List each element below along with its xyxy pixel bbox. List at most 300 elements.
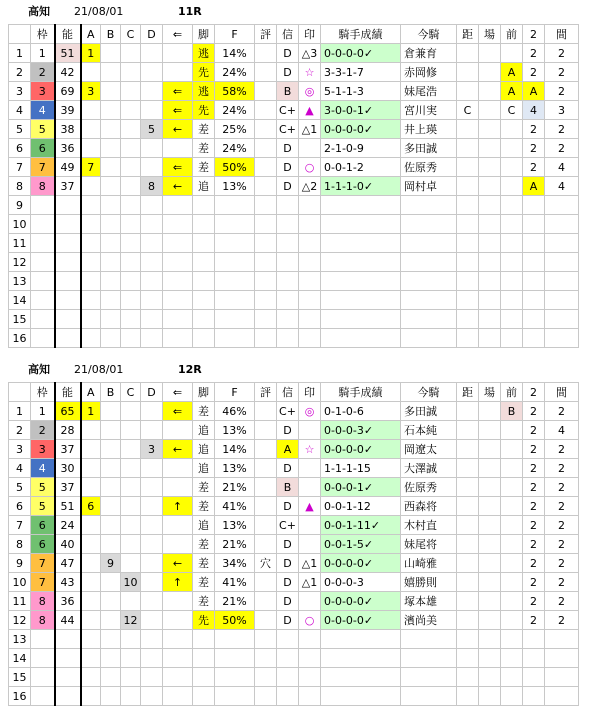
cell-empty: [321, 196, 401, 215]
cell-f: 24%: [215, 101, 255, 120]
cell-ba: [479, 554, 501, 573]
cell-d: [141, 421, 163, 440]
horse-number: 11: [9, 592, 31, 611]
cell-a: 7: [81, 158, 101, 177]
cell-kan: 2: [545, 611, 579, 630]
table-row-empty: [9, 234, 579, 253]
cell-empty: [277, 215, 299, 234]
cell-empty: [523, 234, 545, 253]
cell-empty: [321, 649, 401, 668]
cell-empty: [55, 668, 81, 687]
table-row-empty: [9, 630, 579, 649]
horse-number: 1: [9, 402, 31, 421]
cell-a: [81, 101, 101, 120]
cell-empty: [479, 291, 501, 310]
cell-empty: [321, 329, 401, 348]
table-row: [9, 611, 579, 630]
horse-number: 8: [9, 535, 31, 554]
cell-empty: [401, 668, 457, 687]
cell-d: [141, 402, 163, 421]
header-cell: 信: [277, 383, 299, 402]
cell-empty: [479, 630, 501, 649]
cell-empty: [215, 687, 255, 706]
cell-b: [101, 158, 121, 177]
cell-empty: [163, 649, 193, 668]
cell-c: [121, 440, 141, 459]
cell-kyori: [457, 82, 479, 101]
cell-rider: 木村直: [401, 516, 457, 535]
cell-two: 2: [523, 120, 545, 139]
race-block-12r: [0, 358, 610, 710]
cell-kyori: [457, 177, 479, 196]
race-block-11r: [0, 0, 610, 350]
cell-waku: 7: [31, 573, 55, 592]
cell-empty: [401, 630, 457, 649]
cell-empty: [193, 649, 215, 668]
header-cell: ⇐: [163, 383, 193, 402]
entries-table: [8, 382, 579, 706]
cell-b: [101, 402, 121, 421]
cell-rider: 岡遼太: [401, 440, 457, 459]
cell-mae: [501, 120, 523, 139]
cell-nou: 69: [55, 82, 81, 101]
cell-b: [101, 497, 121, 516]
race-date: 21/08/01: [74, 363, 124, 376]
cell-f: 41%: [215, 573, 255, 592]
cell-empty: [457, 272, 479, 291]
cell-jockey: 0-0-0-0✓: [321, 554, 401, 573]
cell-arrow: [163, 63, 193, 82]
cell-jockey: 0-0-0-1✓: [321, 478, 401, 497]
cell-arrow: ←: [163, 554, 193, 573]
cell-empty: [277, 649, 299, 668]
cell-kyaku: 差: [193, 573, 215, 592]
cell-rider: 倉兼育: [401, 44, 457, 63]
cell-two: 2: [523, 440, 545, 459]
cell-mae: A: [501, 82, 523, 101]
cell-empty: [121, 687, 141, 706]
table-row-empty: [9, 196, 579, 215]
cell-kyori: [457, 592, 479, 611]
cell-nou: 44: [55, 611, 81, 630]
cell-empty: [193, 310, 215, 329]
cell-mark: ☆: [299, 63, 321, 82]
cell-kyaku: 差: [193, 592, 215, 611]
cell-empty: [401, 329, 457, 348]
cell-empty: [523, 668, 545, 687]
cell-kan: 2: [545, 516, 579, 535]
header-cell: 間: [545, 25, 579, 44]
cell-empty: [55, 687, 81, 706]
cell-empty: [457, 649, 479, 668]
header-cell: 脚: [193, 383, 215, 402]
cell-ba: [479, 158, 501, 177]
cell-empty: [255, 687, 277, 706]
cell-empty: [31, 253, 55, 272]
cell-mark: △1: [299, 573, 321, 592]
cell-empty: [55, 234, 81, 253]
header-cell: F: [215, 25, 255, 44]
cell-empty: [277, 687, 299, 706]
cell-rider: 宮川実: [401, 101, 457, 120]
cell-jockey: 0-0-1-2: [321, 158, 401, 177]
cell-ba: [479, 478, 501, 497]
cell-ba: [479, 63, 501, 82]
cell-two: 2: [523, 158, 545, 177]
cell-rider: 佐原秀: [401, 478, 457, 497]
cell-d: [141, 139, 163, 158]
header-cell: F: [215, 383, 255, 402]
horse-number: 10: [9, 573, 31, 592]
cell-b: [101, 139, 121, 158]
cell-mae: [501, 516, 523, 535]
cell-empty: [193, 215, 215, 234]
cell-empty: [501, 329, 523, 348]
cell-mark: ◎: [299, 402, 321, 421]
cell-empty: [255, 630, 277, 649]
cell-empty: [255, 253, 277, 272]
cell-empty: [523, 253, 545, 272]
cell-d: [141, 158, 163, 177]
cell-empty: [81, 668, 101, 687]
cell-a: [81, 440, 101, 459]
cell-d: [141, 101, 163, 120]
cell-arrow: ↑: [163, 573, 193, 592]
cell-c: 12: [121, 611, 141, 630]
cell-empty: [545, 196, 579, 215]
header-cell: 枠: [31, 383, 55, 402]
cell-d: [141, 592, 163, 611]
cell-mark: [299, 592, 321, 611]
horse-number: 16: [9, 329, 31, 348]
cell-waku: 8: [31, 592, 55, 611]
cell-empty: [277, 253, 299, 272]
cell-empty: [163, 234, 193, 253]
cell-b: [101, 177, 121, 196]
cell-empty: [479, 253, 501, 272]
cell-empty: [31, 668, 55, 687]
cell-nou: 49: [55, 158, 81, 177]
cell-empty: [121, 310, 141, 329]
cell-empty: [163, 630, 193, 649]
cell-empty: [215, 253, 255, 272]
header-cell: 2: [523, 383, 545, 402]
cell-waku: 5: [31, 497, 55, 516]
cell-empty: [121, 272, 141, 291]
cell-empty: [457, 310, 479, 329]
cell-waku: 7: [31, 554, 55, 573]
cell-jockey: 0-0-0-0✓: [321, 440, 401, 459]
cell-c: [121, 516, 141, 535]
cell-mark: [299, 516, 321, 535]
cell-kan: 2: [545, 44, 579, 63]
cell-kyaku: 追: [193, 421, 215, 440]
cell-arrow: [163, 421, 193, 440]
cell-empty: [457, 687, 479, 706]
cell-mae: [501, 535, 523, 554]
cell-ba: [479, 82, 501, 101]
cell-ba: [479, 402, 501, 421]
cell-empty: [545, 291, 579, 310]
cell-shin: D: [277, 554, 299, 573]
cell-mae: A: [501, 63, 523, 82]
cell-empty: [163, 329, 193, 348]
cell-f: 21%: [215, 535, 255, 554]
cell-empty: [479, 272, 501, 291]
cell-shin: D: [277, 611, 299, 630]
cell-empty: [255, 196, 277, 215]
cell-jockey: 0-1-0-6: [321, 402, 401, 421]
cell-arrow: [163, 478, 193, 497]
cell-hyo: [255, 158, 277, 177]
cell-kyaku: 追: [193, 459, 215, 478]
cell-a: [81, 592, 101, 611]
cell-empty: [193, 234, 215, 253]
cell-empty: [299, 196, 321, 215]
cell-empty: [523, 215, 545, 234]
table-row-empty: [9, 329, 579, 348]
cell-waku: 2: [31, 63, 55, 82]
cell-mae: B: [501, 402, 523, 421]
cell-jockey: 0-0-0-0✓: [321, 611, 401, 630]
cell-empty: [545, 234, 579, 253]
race-date: 21/08/01: [74, 5, 124, 18]
cell-empty: [277, 234, 299, 253]
cell-empty: [299, 329, 321, 348]
cell-mark: [299, 459, 321, 478]
cell-empty: [299, 253, 321, 272]
cell-shin: B: [277, 82, 299, 101]
cell-nou: 42: [55, 63, 81, 82]
cell-jockey: 1-1-1-0✓: [321, 177, 401, 196]
cell-empty: [299, 291, 321, 310]
cell-empty: [255, 234, 277, 253]
cell-f: 25%: [215, 120, 255, 139]
cell-mark: [299, 421, 321, 440]
table-row-empty: [9, 253, 579, 272]
cell-ba: [479, 44, 501, 63]
header-cell: 距: [457, 25, 479, 44]
header-cell: D: [141, 383, 163, 402]
cell-empty: [255, 649, 277, 668]
cell-arrow: [163, 516, 193, 535]
horse-number: 8: [9, 177, 31, 196]
cell-empty: [101, 253, 121, 272]
cell-c: [121, 44, 141, 63]
cell-kyaku: 差: [193, 554, 215, 573]
cell-c: [121, 101, 141, 120]
horse-number: 11: [9, 234, 31, 253]
cell-f: 58%: [215, 82, 255, 101]
header-cell: [9, 383, 31, 402]
cell-empty: [277, 291, 299, 310]
cell-kan: 2: [545, 120, 579, 139]
cell-empty: [141, 196, 163, 215]
cell-empty: [163, 291, 193, 310]
cell-d: [141, 44, 163, 63]
cell-two: 2: [523, 611, 545, 630]
cell-kyori: [457, 459, 479, 478]
cell-two: 2: [523, 402, 545, 421]
cell-empty: [523, 329, 545, 348]
cell-empty: [277, 668, 299, 687]
cell-ba: [479, 440, 501, 459]
cell-kyori: [457, 421, 479, 440]
cell-waku: 1: [31, 44, 55, 63]
cell-a: [81, 478, 101, 497]
cell-hyo: [255, 573, 277, 592]
cell-waku: 7: [31, 158, 55, 177]
table-row: [9, 459, 579, 478]
cell-mark: ▲: [299, 497, 321, 516]
cell-empty: [141, 687, 163, 706]
horse-number: 2: [9, 63, 31, 82]
cell-empty: [299, 272, 321, 291]
cell-b: [101, 440, 121, 459]
cell-c: [121, 497, 141, 516]
horse-number: 16: [9, 687, 31, 706]
cell-empty: [81, 291, 101, 310]
cell-empty: [457, 234, 479, 253]
cell-empty: [545, 649, 579, 668]
cell-a: 3: [81, 82, 101, 101]
cell-hyo: [255, 592, 277, 611]
cell-jockey: 0-0-1-5✓: [321, 535, 401, 554]
cell-empty: [401, 310, 457, 329]
table-row-empty: [9, 649, 579, 668]
header-cell: 脚: [193, 25, 215, 44]
cell-empty: [523, 310, 545, 329]
cell-empty: [401, 234, 457, 253]
cell-empty: [321, 310, 401, 329]
cell-kan: 2: [545, 554, 579, 573]
horse-number: 9: [9, 196, 31, 215]
table-row: [9, 63, 579, 82]
cell-hyo: 穴: [255, 554, 277, 573]
table-row-empty: [9, 668, 579, 687]
header-cell: ⇐: [163, 25, 193, 44]
cell-d: [141, 535, 163, 554]
cell-empty: [457, 291, 479, 310]
cell-two: 2: [523, 516, 545, 535]
cell-empty: [163, 253, 193, 272]
table-row: [9, 497, 579, 516]
header-cell: 枠: [31, 25, 55, 44]
cell-mae: [501, 177, 523, 196]
cell-empty: [457, 329, 479, 348]
cell-empty: [55, 272, 81, 291]
horse-number: 4: [9, 459, 31, 478]
cell-empty: [55, 291, 81, 310]
cell-c: [121, 535, 141, 554]
cell-empty: [299, 215, 321, 234]
cell-f: 21%: [215, 592, 255, 611]
cell-kyori: [457, 611, 479, 630]
cell-kan: 3: [545, 101, 579, 120]
cell-ba: [479, 421, 501, 440]
cell-nou: 51: [55, 44, 81, 63]
header-cell: 評: [255, 383, 277, 402]
cell-rider: 井上瑛: [401, 120, 457, 139]
cell-kyori: [457, 402, 479, 421]
cell-d: 5: [141, 120, 163, 139]
cell-kyori: [457, 573, 479, 592]
cell-shin: D: [277, 592, 299, 611]
cell-empty: [479, 234, 501, 253]
cell-empty: [401, 649, 457, 668]
cell-empty: [101, 649, 121, 668]
cell-c: [121, 120, 141, 139]
cell-empty: [163, 272, 193, 291]
cell-b: [101, 459, 121, 478]
cell-empty: [457, 668, 479, 687]
cell-empty: [215, 291, 255, 310]
table-row: [9, 101, 579, 120]
cell-empty: [479, 196, 501, 215]
cell-empty: [81, 329, 101, 348]
cell-empty: [215, 329, 255, 348]
cell-jockey: 0-0-0-0✓: [321, 592, 401, 611]
cell-empty: [501, 253, 523, 272]
cell-nou: 37: [55, 177, 81, 196]
cell-empty: [81, 649, 101, 668]
cell-ba: [479, 177, 501, 196]
cell-kyaku: 追: [193, 177, 215, 196]
cell-jockey: 3-3-1-7: [321, 63, 401, 82]
cell-two: 2: [523, 497, 545, 516]
cell-empty: [31, 234, 55, 253]
cell-shin: C+: [277, 402, 299, 421]
header-cell: 前: [501, 25, 523, 44]
cell-kyaku: 先: [193, 101, 215, 120]
cell-empty: [215, 234, 255, 253]
cell-c: [121, 63, 141, 82]
cell-empty: [299, 687, 321, 706]
cell-empty: [321, 234, 401, 253]
cell-shin: D: [277, 63, 299, 82]
cell-empty: [523, 196, 545, 215]
cell-b: [101, 44, 121, 63]
cell-mark: [299, 139, 321, 158]
cell-kan: 2: [545, 497, 579, 516]
table-row: [9, 158, 579, 177]
cell-rider: 妹尾将: [401, 535, 457, 554]
cell-empty: [81, 215, 101, 234]
cell-empty: [141, 310, 163, 329]
table-row: [9, 120, 579, 139]
cell-empty: [193, 668, 215, 687]
cell-mae: [501, 573, 523, 592]
cell-rider: 西森将: [401, 497, 457, 516]
cell-empty: [501, 234, 523, 253]
cell-shin: B: [277, 478, 299, 497]
cell-empty: [401, 253, 457, 272]
header-cell: 騎手成績: [321, 25, 401, 44]
cell-empty: [141, 649, 163, 668]
cell-f: 14%: [215, 44, 255, 63]
cell-hyo: [255, 63, 277, 82]
cell-empty: [215, 649, 255, 668]
cell-empty: [479, 649, 501, 668]
table-row: [9, 573, 579, 592]
cell-kyori: [457, 63, 479, 82]
cell-empty: [299, 668, 321, 687]
cell-jockey: 3-0-0-1✓: [321, 101, 401, 120]
cell-mae: [501, 459, 523, 478]
cell-kan: 2: [545, 402, 579, 421]
cell-b: [101, 592, 121, 611]
cell-empty: [277, 272, 299, 291]
